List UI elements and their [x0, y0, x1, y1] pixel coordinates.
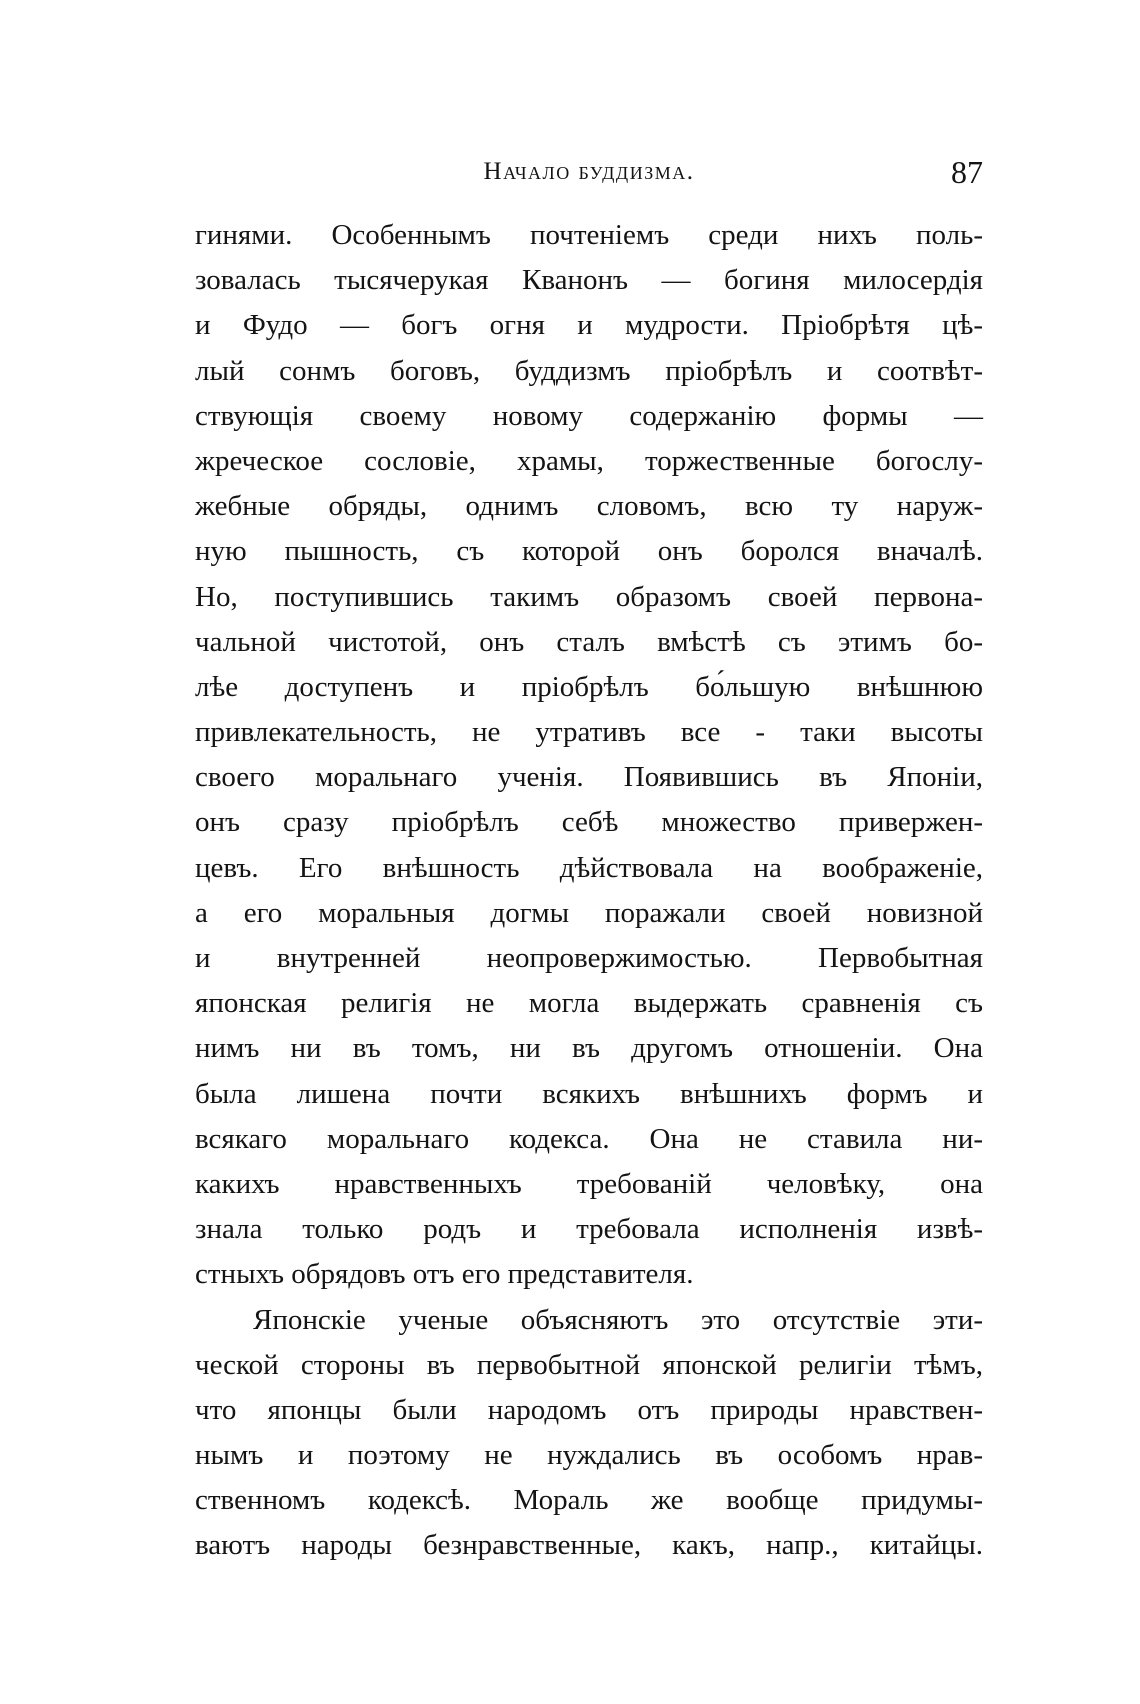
text-line: ственномъ кодексѣ. Мораль же вообще придумы- [195, 1484, 983, 1517]
text-line: японская религія не могла выдержать сравненія съ [195, 987, 983, 1020]
page-number: 87 [951, 154, 983, 190]
text-line: своего моральнаго ученія. Появившись въ Японіи, [195, 761, 983, 794]
text-line: жреческое сословіе, храмы, торжественные богослу- [195, 444, 983, 477]
text-line: нимъ ни въ томъ, ни въ другомъ отношеніи. Она [195, 1032, 983, 1065]
paragraph-2 [195, 1298, 983, 1569]
text-line: лый сонмъ боговъ, буддизмъ пріобрѣлъ и соотвѣт- [195, 354, 983, 387]
text-line: была лишена почти всякихъ внѣшнихъ формъ и [195, 1077, 983, 1110]
text-line: и внутренней неопровержимостью. Первобытная [195, 942, 983, 974]
text-line: Но, поступившись такимъ образомъ своей первона- [195, 580, 983, 613]
text-line: и Фудо — богъ огня и мудрости. Пріобрѣтя цѣ- [195, 309, 983, 342]
text-line: ствующія своему новому содержанію формы — [195, 399, 983, 432]
text-line: жебные обряды, однимъ словомъ, всю ту наруж- [195, 490, 983, 523]
text-line: чальной чистотой, онъ сталъ вмѣстѣ съ этимъ бо- [195, 625, 983, 658]
text-line: зовалась тысячерукая Кванонъ — богиня милосердія [195, 264, 983, 297]
body-text [195, 213, 983, 1569]
text-line: стныхъ обрядовъ отъ его представителя. [195, 1258, 694, 1291]
text-line: нымъ и поэтому не нуждались въ особомъ нрав- [195, 1439, 983, 1472]
text-line: знала только родъ и требовала исполненія извѣ- [195, 1213, 983, 1246]
text-line: Японскіе ученые объясняютъ это отсутствіе эти- [253, 1303, 983, 1336]
text-line: всякаго моральнаго кодекса. Она не ставила ни- [195, 1122, 983, 1155]
text-line: ваютъ народы безнравственные, какъ, напр., китайцы. [195, 1529, 983, 1562]
text-line: лѣе доступенъ и пріобрѣлъ бо́льшую внѣшнюю [195, 670, 983, 703]
text-line: гинями. Особеннымъ почтеніемъ среди нихъ поль- [195, 219, 983, 251]
text-line: какихъ нравственныхъ требованій человѣку, она [195, 1167, 983, 1200]
text-line: онъ сразу пріобрѣлъ себѣ множество привержен- [195, 806, 983, 839]
running-title: Начало буддизма. [483, 158, 695, 185]
text-line: цевъ. Его внѣшность дѣйствовала на воображеніе, [195, 851, 983, 884]
page-header [195, 152, 983, 192]
text-line: а его моральныя догмы поражали своей новизной [195, 896, 983, 929]
text-line: ческой стороны въ первобытной японской религіи тѣмъ, [195, 1348, 983, 1381]
text-line: ную пышность, съ которой онъ боролся вначалѣ. [195, 535, 983, 568]
text-line: привлекательность, не утративъ все - таки высоты [195, 716, 983, 749]
text-line: что японцы были народомъ отъ природы нравствен- [195, 1393, 983, 1426]
paragraph-1 [195, 213, 983, 1298]
